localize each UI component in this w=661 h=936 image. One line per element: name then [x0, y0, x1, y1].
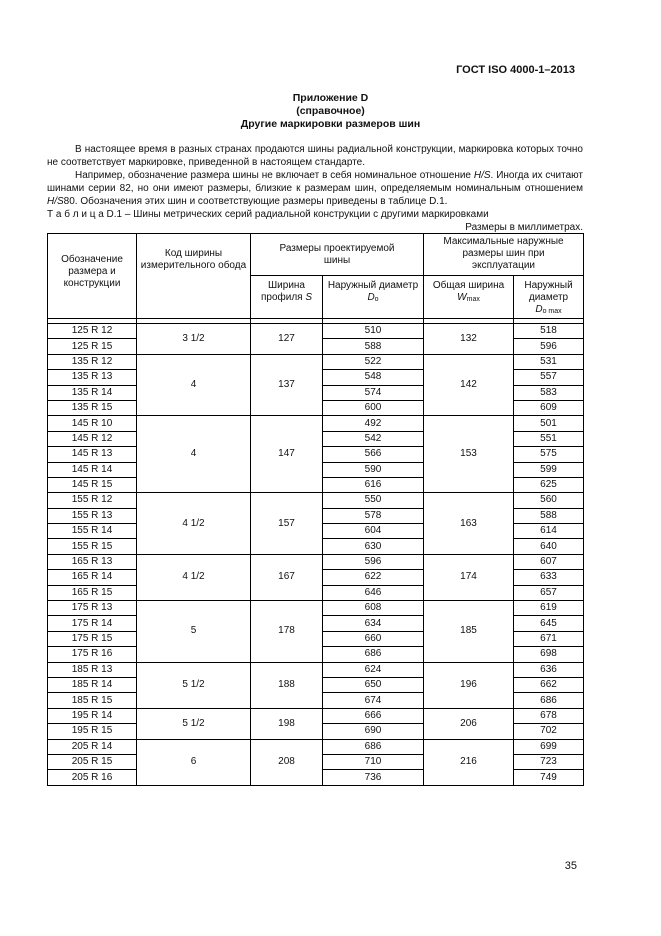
cell-max-width: 196 [424, 662, 514, 708]
table-row [48, 739, 584, 754]
header-max-diameter-subscript: o max [542, 308, 562, 315]
page-number: 35 [564, 860, 577, 872]
paragraph-2-part-a: Например, обозначение размера шины не включает в себя номинальное отношение [75, 170, 474, 181]
table-row [48, 354, 584, 369]
header-diameter-subscript: o [374, 296, 379, 303]
cell-size-designation: 145 R 13 [48, 447, 137, 462]
cell-outer-diameter: 624 [323, 662, 424, 677]
cell-size-designation: 195 R 14 [48, 708, 137, 723]
paragraph-1: В настоящее время в разных странах продаются шины радиальной конструкции, маркировка которых точно не соответствует маркировке, приведенной в настоящем стандарте. [47, 144, 583, 168]
header-max-dims: Максимальные наружные размеры шин при эксплуатации [424, 234, 584, 276]
cell-outer-diameter: 674 [323, 693, 424, 708]
table-row [48, 708, 584, 723]
cell-max-diameter: 699 [514, 739, 584, 754]
cell-outer-diameter: 686 [323, 647, 424, 662]
cell-rim-code: 5 [137, 601, 251, 663]
cell-size-designation: 205 R 16 [48, 770, 137, 785]
cell-max-width: 216 [424, 739, 514, 785]
cell-section-width: 178 [251, 601, 323, 663]
tire-table [47, 233, 584, 786]
cell-outer-diameter: 604 [323, 524, 424, 539]
cell-max-diameter: 698 [514, 647, 584, 662]
cell-section-width: 147 [251, 416, 323, 493]
cell-outer-diameter: 608 [323, 601, 424, 616]
cell-size-designation: 205 R 14 [48, 739, 137, 754]
cell-outer-diameter: 596 [323, 554, 424, 569]
cell-size-designation: 135 R 12 [48, 354, 137, 369]
cell-max-diameter: 625 [514, 477, 584, 492]
cell-max-width: 153 [424, 416, 514, 493]
cell-size-designation: 205 R 15 [48, 754, 137, 769]
units-note: Размеры в миллиметрах. [465, 222, 583, 233]
cell-size-designation: 185 R 15 [48, 693, 137, 708]
cell-max-width: 142 [424, 354, 514, 416]
cell-max-diameter: 583 [514, 385, 584, 400]
cell-max-diameter: 596 [514, 339, 584, 354]
cell-outer-diameter: 646 [323, 585, 424, 600]
cell-rim-code: 3 1/2 [137, 324, 251, 355]
cell-size-designation: 175 R 15 [48, 631, 137, 646]
cell-max-diameter: 702 [514, 724, 584, 739]
cell-outer-diameter: 510 [323, 324, 424, 339]
cell-outer-diameter: 630 [323, 539, 424, 554]
cell-max-diameter: 575 [514, 447, 584, 462]
cell-max-diameter: 671 [514, 631, 584, 646]
appendix-title: Другие маркировки размеров шин [240, 118, 421, 130]
cell-max-diameter: 588 [514, 508, 584, 523]
cell-outer-diameter: 690 [323, 724, 424, 739]
header-total-width [424, 276, 514, 319]
cell-size-designation: 135 R 13 [48, 370, 137, 385]
cell-max-diameter: 657 [514, 585, 584, 600]
ratio-symbol: H/S [473, 170, 491, 181]
cell-max-diameter: 551 [514, 431, 584, 446]
table-row [48, 493, 584, 508]
cell-size-designation: 155 R 13 [48, 508, 137, 523]
cell-outer-diameter: 686 [323, 739, 424, 754]
paragraph-2 [47, 169, 583, 208]
header-diameter-label: Наружный диаметр [327, 280, 419, 291]
cell-size-designation: 135 R 15 [48, 400, 137, 415]
cell-max-diameter: 560 [514, 493, 584, 508]
cell-max-diameter: 609 [514, 400, 584, 415]
table-row [48, 662, 584, 677]
cell-section-width: 167 [251, 554, 323, 600]
cell-max-diameter: 678 [514, 708, 584, 723]
appendix-label: Приложение D [292, 92, 369, 104]
cell-outer-diameter: 660 [323, 631, 424, 646]
cell-rim-code: 4 [137, 354, 251, 416]
header-total-width-symbol: W [457, 292, 467, 303]
cell-outer-diameter: 666 [323, 708, 424, 723]
cell-rim-code: 5 1/2 [137, 662, 251, 708]
cell-size-designation: 155 R 14 [48, 524, 137, 539]
cell-size-designation: 135 R 14 [48, 385, 137, 400]
cell-outer-diameter: 650 [323, 677, 424, 692]
table-caption: Т а б л и ц а D.1 – Шины метрических серий радиальной конструкции с другими маркировками [47, 209, 489, 220]
cell-size-designation: 155 R 12 [48, 493, 137, 508]
cell-outer-diameter: 566 [323, 447, 424, 462]
cell-max-diameter: 723 [514, 754, 584, 769]
cell-outer-diameter: 600 [323, 400, 424, 415]
cell-max-diameter: 607 [514, 554, 584, 569]
cell-outer-diameter: 710 [323, 754, 424, 769]
cell-outer-diameter: 550 [323, 493, 424, 508]
header-width [251, 276, 323, 319]
header-max-diameter-label: Наружный диаметр [524, 280, 573, 303]
cell-size-designation: 155 R 15 [48, 539, 137, 554]
cell-max-width: 174 [424, 554, 514, 600]
cell-section-width: 137 [251, 354, 323, 416]
cell-outer-diameter: 736 [323, 770, 424, 785]
cell-max-diameter: 501 [514, 416, 584, 431]
cell-size-designation: 185 R 13 [48, 662, 137, 677]
cell-max-diameter: 619 [514, 601, 584, 616]
cell-max-diameter: 640 [514, 539, 584, 554]
cell-size-designation: 145 R 15 [48, 477, 137, 492]
cell-max-width: 206 [424, 708, 514, 739]
cell-max-width: 132 [424, 324, 514, 355]
ratio-symbol-2: H/S [47, 196, 64, 207]
cell-max-diameter: 557 [514, 370, 584, 385]
cell-max-diameter: 531 [514, 354, 584, 369]
cell-max-diameter: 614 [514, 524, 584, 539]
cell-max-diameter: 633 [514, 570, 584, 585]
cell-size-designation: 145 R 14 [48, 462, 137, 477]
cell-max-diameter: 749 [514, 770, 584, 785]
cell-size-designation: 145 R 12 [48, 431, 137, 446]
table-row [48, 324, 584, 339]
cell-max-width: 163 [424, 493, 514, 555]
cell-outer-diameter: 578 [323, 508, 424, 523]
appendix-note: (справочное) [296, 105, 365, 117]
table-row [48, 416, 584, 431]
cell-outer-diameter: 622 [323, 570, 424, 585]
cell-outer-diameter: 492 [323, 416, 424, 431]
cell-outer-diameter: 588 [323, 339, 424, 354]
cell-outer-diameter: 574 [323, 385, 424, 400]
cell-size-designation: 175 R 14 [48, 616, 137, 631]
header-width-symbol: S [305, 292, 313, 303]
appendix-heading [0, 92, 661, 131]
cell-section-width: 198 [251, 708, 323, 739]
cell-size-designation: 175 R 13 [48, 601, 137, 616]
cell-size-designation: 145 R 10 [48, 416, 137, 431]
cell-size-designation: 175 R 16 [48, 647, 137, 662]
cell-size-designation: 125 R 15 [48, 339, 137, 354]
header-max-diameter [514, 276, 584, 319]
cell-size-designation: 165 R 13 [48, 554, 137, 569]
cell-outer-diameter: 616 [323, 477, 424, 492]
cell-max-diameter: 636 [514, 662, 584, 677]
cell-section-width: 127 [251, 324, 323, 355]
cell-size-designation: 165 R 15 [48, 585, 137, 600]
cell-outer-diameter: 634 [323, 616, 424, 631]
header-diameter [323, 276, 424, 319]
cell-max-diameter: 599 [514, 462, 584, 477]
header-designation: Обозначение размера и конструкции [48, 234, 137, 319]
header-design-dims: Размеры проектируемой шины [251, 234, 424, 276]
header-total-width-subscript: max [466, 296, 480, 303]
cell-section-width: 188 [251, 662, 323, 708]
cell-rim-code: 4 1/2 [137, 554, 251, 600]
cell-rim-code: 4 1/2 [137, 493, 251, 555]
cell-max-width: 185 [424, 601, 514, 663]
standard-code: ГОСТ ISO 4000-1–2013 [456, 64, 575, 76]
cell-outer-diameter: 548 [323, 370, 424, 385]
header-total-width-label: Общая ширина [432, 280, 505, 291]
cell-outer-diameter: 542 [323, 431, 424, 446]
header-diameter-symbol: D [367, 292, 375, 303]
header-width-label: Ширина профиля [260, 280, 306, 303]
cell-max-diameter: 518 [514, 324, 584, 339]
header-rim-code: Код ширины измерительного обода [137, 234, 251, 319]
cell-size-designation: 125 R 12 [48, 324, 137, 339]
cell-rim-code: 5 1/2 [137, 708, 251, 739]
cell-outer-diameter: 590 [323, 462, 424, 477]
cell-size-designation: 195 R 15 [48, 724, 137, 739]
cell-size-designation: 165 R 14 [48, 570, 137, 585]
paragraph-2-part-c: 80. Обозначения этих шин и соответствующие размеры приведены в таблице D.1. [63, 196, 448, 207]
cell-max-diameter: 686 [514, 693, 584, 708]
table-row [48, 601, 584, 616]
cell-size-designation: 185 R 14 [48, 677, 137, 692]
header-max-diameter-symbol: D [535, 304, 543, 315]
cell-outer-diameter: 522 [323, 354, 424, 369]
cell-section-width: 157 [251, 493, 323, 555]
cell-max-diameter: 645 [514, 616, 584, 631]
table-row [48, 554, 584, 569]
table-body [48, 324, 584, 786]
cell-section-width: 208 [251, 739, 323, 785]
cell-max-diameter: 662 [514, 677, 584, 692]
cell-rim-code: 6 [137, 739, 251, 785]
cell-rim-code: 4 [137, 416, 251, 493]
paragraph-2-part-b: . Иногда их считают шинами серии 82, но они имеют размеры, близкие к размерам шин, определяемым номинальным отношением [47, 170, 583, 194]
